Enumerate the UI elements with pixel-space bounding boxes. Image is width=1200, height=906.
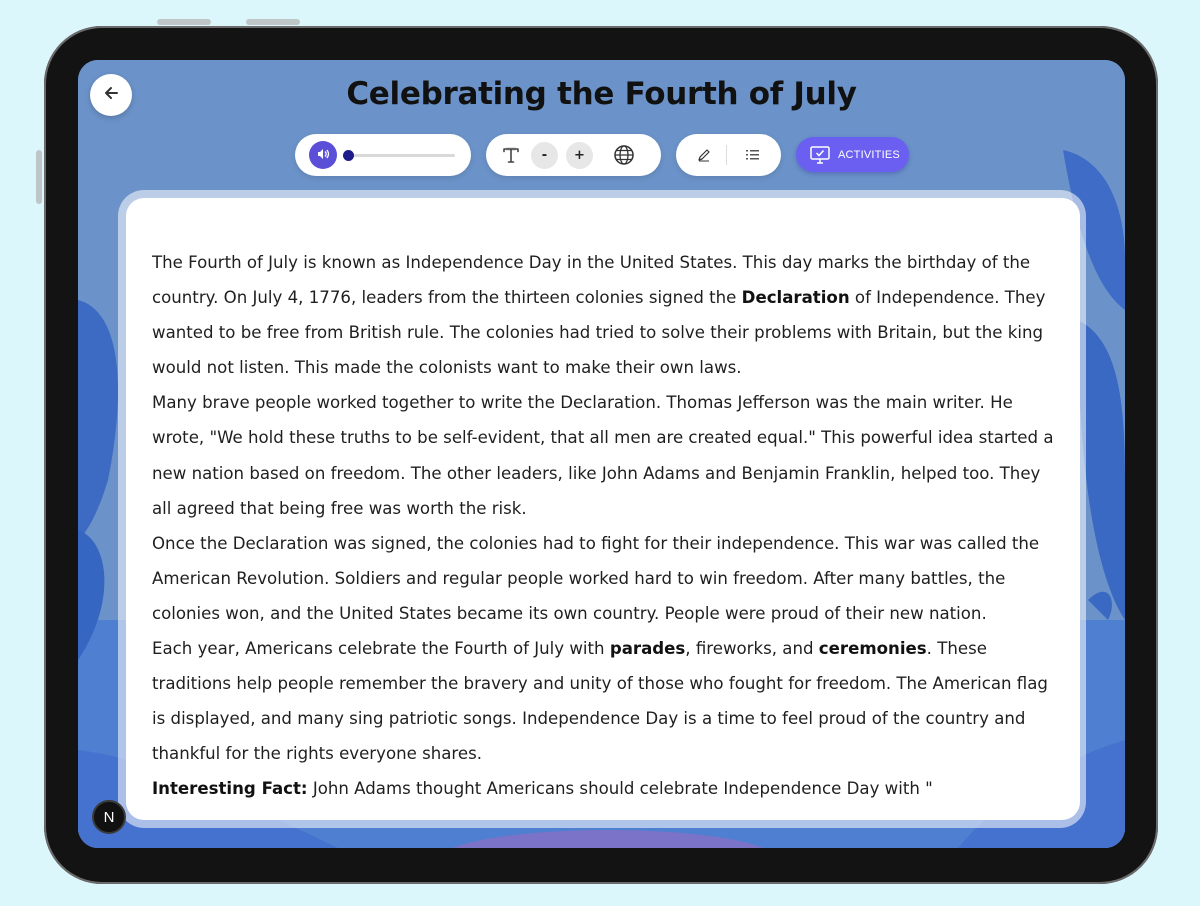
content-card[interactable] — [126, 198, 1080, 820]
vocab-declaration[interactable]: Declaration — [741, 288, 850, 308]
paragraph-4: Each year, Americans celebrate the Fourth of July with parades, fireworks, and ceremonies. These traditions help people remember the bravery and unity of those who fought for freedom. The American flag is displayed, and many sing patriotic songs. Independence Day is a time to feel proud of the country and thankful for the rights everyone shares. — [152, 639, 1048, 764]
text-size-icon[interactable] — [500, 144, 522, 166]
framework-badge[interactable]: N — [92, 800, 126, 834]
audio-progress-slider[interactable] — [345, 154, 455, 157]
pen-icon[interactable] — [696, 147, 712, 163]
text-controls — [486, 134, 661, 176]
audio-progress-knob[interactable] — [343, 150, 354, 161]
page-title: Celebrating the Fourth of July — [346, 76, 857, 112]
speaker-icon — [316, 146, 330, 165]
activities-button[interactable] — [796, 137, 909, 172]
paragraph-2: Many brave people worked together to write the Declaration. Thomas Jefferson was the main writer. He wrote, "We hold these truths to be self-evident, that all men are created equal." This powerful idea started a new nation based on freedom. The other leaders, like John Adams and Benjamin Franklin, helped too. They all agreed that being free was worth the risk. — [152, 393, 1054, 518]
paragraph-3: Once the Declaration was signed, the colonies had to fight for their independence. This war was called the American Revolution. Soldiers and regular people worked hard to win freedom. After many battles, the colonies won, and the United States became its own country. People were proud of their new nation. — [152, 533, 1040, 623]
app-screen — [78, 60, 1125, 848]
audio-player — [295, 134, 471, 176]
volume-up-button — [157, 19, 211, 25]
list-icon[interactable] — [745, 147, 761, 163]
increase-text-button[interactable]: + — [566, 142, 593, 169]
decrease-text-button[interactable]: - — [531, 142, 558, 169]
audio-play-button[interactable] — [309, 141, 337, 169]
vocab-parades[interactable]: parades — [609, 639, 686, 659]
activities-label: ACTIVITIES — [838, 148, 900, 161]
paragraph-1: The Fourth of July is known as Independence Day in the United States. This day marks the birthday of the country. On July 4, 1776, leaders from the thirteen colonies signed the Declaration of Independence. They wanted to be free from British rule. The colonies had tried to solve their problems with Britain, but the king would not listen. This made the colonists want to make their own laws. — [152, 253, 1046, 378]
reading-tools — [676, 134, 781, 176]
monitor-check-icon — [810, 146, 830, 164]
vocab-ceremonies[interactable]: ceremonies — [818, 639, 927, 659]
volume-down-button — [246, 19, 300, 25]
tools-divider — [726, 145, 727, 165]
article-text — [152, 245, 1062, 807]
globe-icon[interactable] — [613, 144, 635, 166]
paragraph-5: Interesting Fact: John Adams thought Americans should celebrate Independence Day with " — [152, 779, 933, 799]
interesting-fact-label: Interesting Fact: — [152, 779, 308, 799]
power-button — [36, 150, 42, 204]
